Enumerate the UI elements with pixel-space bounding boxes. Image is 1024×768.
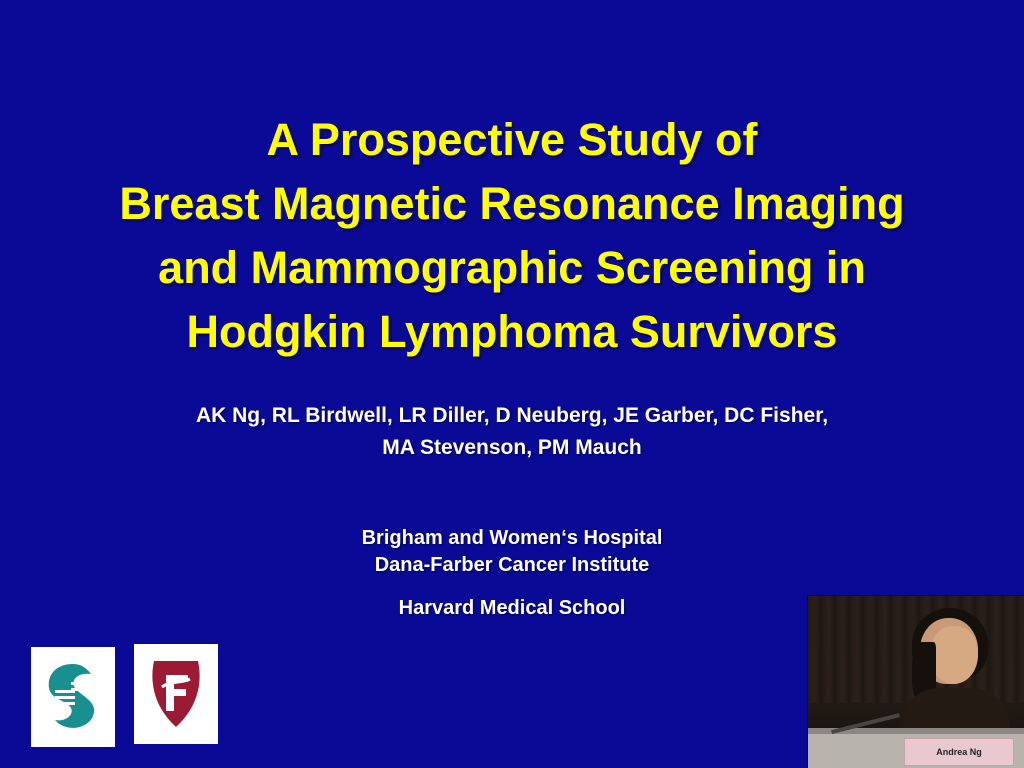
speaker-video[interactable] (807, 595, 1024, 768)
affiliation-line-3: Harvard Medical School (398, 597, 626, 619)
affiliation-line-2: Dana-Farber Cancer Institute (374, 554, 650, 576)
title-line-3: and Mammographic Screening in (158, 242, 866, 293)
speaker-name: Andrea Ng (936, 747, 982, 757)
bwh-logo (28, 644, 118, 750)
affiliation-spacer (0, 579, 1024, 595)
speaker-nameplate (904, 738, 1014, 766)
author-line-2: MA Stevenson, PM Mauch (382, 436, 642, 459)
affiliation-line-1: Brigham and Women‘s Hospital (361, 527, 663, 549)
dfci-logo (134, 644, 218, 744)
title-line-2: Breast Magnetic Resonance Imaging (119, 178, 905, 229)
author-list (0, 400, 1024, 464)
title-line-4: Hodgkin Lymphoma Survivors (186, 306, 838, 357)
logo-row (28, 644, 218, 750)
author-line-1: AK Ng, RL Birdwell, LR Diller, D Neuberg, JE Garber, DC Fisher, (195, 404, 829, 427)
slide-title (0, 108, 1024, 364)
title-line-1: A Prospective Study of (266, 114, 758, 165)
speaker-face (930, 626, 978, 684)
